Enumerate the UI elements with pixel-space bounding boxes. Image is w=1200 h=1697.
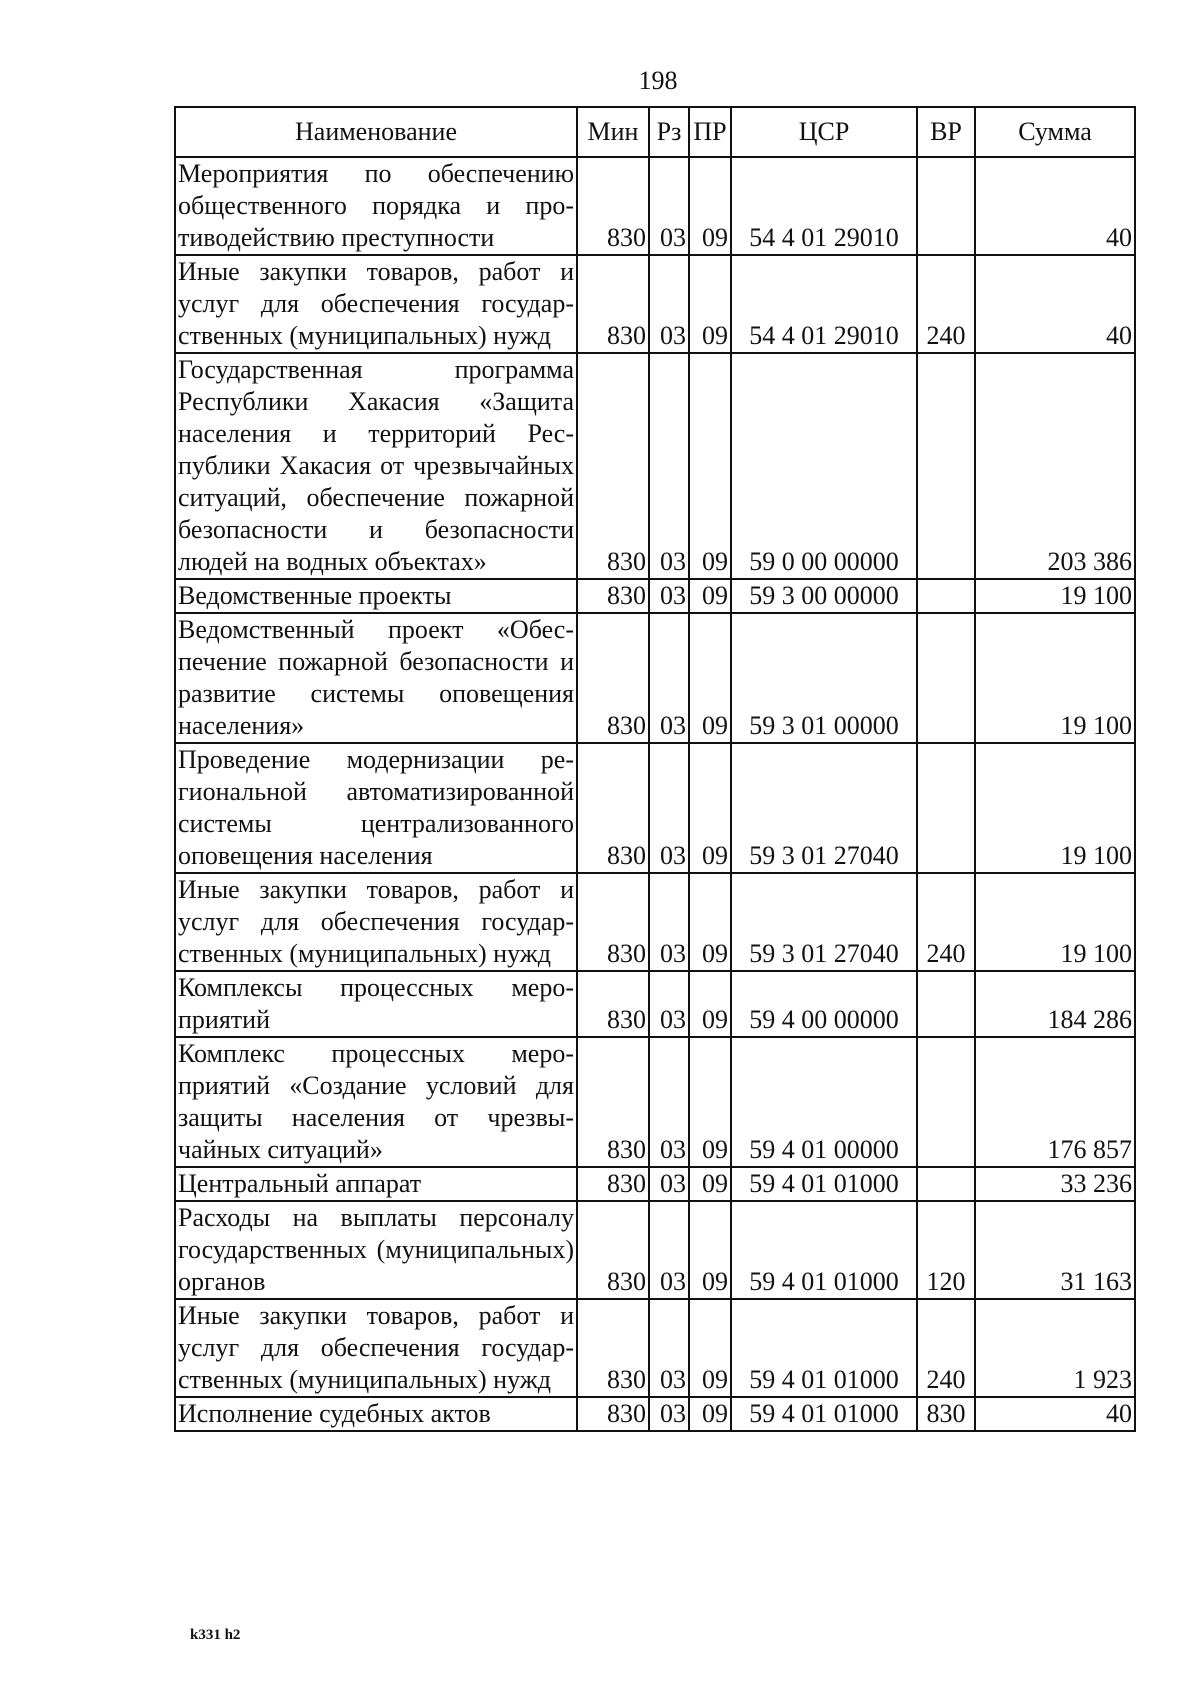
cell-vr: 120 (917, 1201, 975, 1299)
cell-min: 830 (577, 613, 649, 743)
cell-sum: 40 (975, 255, 1135, 353)
cell-name: Иные закупки товаров, работ и услуг для обеспечения государственных (муниципальных) нужд (175, 873, 577, 971)
cell-pr: 09 (689, 743, 731, 873)
cell-rz: 03 (649, 1397, 689, 1431)
table-row (175, 971, 1135, 1037)
cell-pr: 09 (689, 1299, 731, 1397)
header-name: Наименование (175, 107, 577, 157)
cell-name: Проведение модернизации региональной автоматизированной системы централизованного оповещения населения (175, 743, 577, 873)
header-pr: ПР (689, 107, 731, 157)
cell-min: 830 (577, 971, 649, 1037)
header-rz: Рз (649, 107, 689, 157)
cell-min: 830 (577, 1397, 649, 1431)
cell-name: Ведомственный проект «Обеспечение пожарной безопасности и развитие системы оповещения населения» (175, 613, 577, 743)
cell-vr (917, 613, 975, 743)
cell-csr: 59 4 01 00000 (731, 1037, 917, 1167)
cell-min: 830 (577, 255, 649, 353)
table-row (175, 1299, 1135, 1397)
cell-pr: 09 (689, 873, 731, 971)
table-row (175, 873, 1135, 971)
cell-vr (917, 971, 975, 1037)
cell-name: Государственная программа Республики Хакасия «Защита населения и территорий Республики Хакасия от чрезвычайных ситуаций, обеспечение пожарной безопасности и безопасности людей на водных объектах» (175, 353, 577, 579)
cell-csr: 59 4 01 01000 (731, 1167, 917, 1201)
cell-name: Расходы на выплаты персоналу государственных (муниципальных) органов (175, 1201, 577, 1299)
cell-vr (917, 1167, 975, 1201)
cell-sum: 40 (975, 157, 1135, 255)
cell-vr: 240 (917, 255, 975, 353)
cell-sum: 19 100 (975, 743, 1135, 873)
cell-csr: 59 3 01 00000 (731, 613, 917, 743)
cell-rz: 03 (649, 1167, 689, 1201)
cell-csr: 59 4 01 01000 (731, 1397, 917, 1431)
cell-sum: 40 (975, 1397, 1135, 1431)
cell-pr: 09 (689, 971, 731, 1037)
cell-vr: 240 (917, 873, 975, 971)
cell-csr: 59 3 01 27040 (731, 743, 917, 873)
cell-sum: 203 386 (975, 353, 1135, 579)
cell-csr: 59 3 01 27040 (731, 873, 917, 971)
table-row (175, 1037, 1135, 1167)
cell-csr: 54 4 01 29010 (731, 157, 917, 255)
cell-rz: 03 (649, 353, 689, 579)
footer-code: k331 h2 (190, 1627, 241, 1643)
cell-sum: 184 286 (975, 971, 1135, 1037)
table-row (175, 353, 1135, 579)
cell-sum: 1 923 (975, 1299, 1135, 1397)
cell-vr (917, 1037, 975, 1167)
cell-csr: 59 0 00 00000 (731, 353, 917, 579)
cell-name: Центральный аппарат (175, 1167, 577, 1201)
cell-min: 830 (577, 579, 649, 613)
cell-rz: 03 (649, 579, 689, 613)
cell-pr: 09 (689, 613, 731, 743)
cell-rz: 03 (649, 157, 689, 255)
cell-rz: 03 (649, 971, 689, 1037)
table-row (175, 1397, 1135, 1431)
cell-csr: 54 4 01 29010 (731, 255, 917, 353)
cell-rz: 03 (649, 1037, 689, 1167)
page-number: 198 (638, 66, 678, 95)
cell-csr: 59 4 00 00000 (731, 971, 917, 1037)
cell-sum: 33 236 (975, 1167, 1135, 1201)
budget-table (174, 106, 1136, 1432)
cell-rz: 03 (649, 1299, 689, 1397)
table-row (175, 1201, 1135, 1299)
cell-vr (917, 353, 975, 579)
cell-rz: 03 (649, 1201, 689, 1299)
cell-pr: 09 (689, 1397, 731, 1431)
table-row (175, 255, 1135, 353)
cell-min: 830 (577, 1167, 649, 1201)
cell-min: 830 (577, 1299, 649, 1397)
cell-min: 830 (577, 1201, 649, 1299)
cell-min: 830 (577, 157, 649, 255)
table-row (175, 157, 1135, 255)
cell-rz: 03 (649, 873, 689, 971)
cell-pr: 09 (689, 1037, 731, 1167)
cell-vr (917, 579, 975, 613)
cell-vr (917, 157, 975, 255)
cell-rz: 03 (649, 255, 689, 353)
cell-name: Ведомственные проекты (175, 579, 577, 613)
cell-sum: 19 100 (975, 873, 1135, 971)
cell-vr (917, 743, 975, 873)
cell-pr: 09 (689, 255, 731, 353)
cell-sum: 19 100 (975, 613, 1135, 743)
header-min: Мин (577, 107, 649, 157)
table-header-row (175, 107, 1135, 157)
cell-name: Комплексы процессных мероприятий (175, 971, 577, 1037)
table-row (175, 613, 1135, 743)
cell-min: 830 (577, 743, 649, 873)
cell-min: 830 (577, 873, 649, 971)
header-csr: ЦСР (731, 107, 917, 157)
cell-pr: 09 (689, 353, 731, 579)
table-row (175, 743, 1135, 873)
cell-rz: 03 (649, 613, 689, 743)
cell-csr: 59 4 01 01000 (731, 1201, 917, 1299)
header-sum: Сумма (975, 107, 1135, 157)
cell-rz: 03 (649, 743, 689, 873)
cell-name: Исполнение судебных актов (175, 1397, 577, 1431)
table-row (175, 1167, 1135, 1201)
cell-sum: 31 163 (975, 1201, 1135, 1299)
cell-vr: 240 (917, 1299, 975, 1397)
cell-name: Иные закупки товаров, работ и услуг для обеспечения государственных (муниципальных) нужд (175, 255, 577, 353)
cell-name: Иные закупки товаров, работ и услуг для обеспечения государственных (муниципальных) нужд (175, 1299, 577, 1397)
cell-sum: 176 857 (975, 1037, 1135, 1167)
cell-sum: 19 100 (975, 579, 1135, 613)
cell-min: 830 (577, 353, 649, 579)
cell-vr: 830 (917, 1397, 975, 1431)
cell-pr: 09 (689, 579, 731, 613)
header-vr: ВР (917, 107, 975, 157)
cell-min: 830 (577, 1037, 649, 1167)
cell-csr: 59 3 00 00000 (731, 579, 917, 613)
cell-pr: 09 (689, 157, 731, 255)
cell-pr: 09 (689, 1167, 731, 1201)
cell-name: Комплекс процессных мероприятий «Создание условий для защиты населения от чрезвычайных ситуаций» (175, 1037, 577, 1167)
cell-csr: 59 4 01 01000 (731, 1299, 917, 1397)
cell-pr: 09 (689, 1201, 731, 1299)
table-row (175, 579, 1135, 613)
cell-name: Мероприятия по обеспечению общественного порядка и противодействию преступности (175, 157, 577, 255)
